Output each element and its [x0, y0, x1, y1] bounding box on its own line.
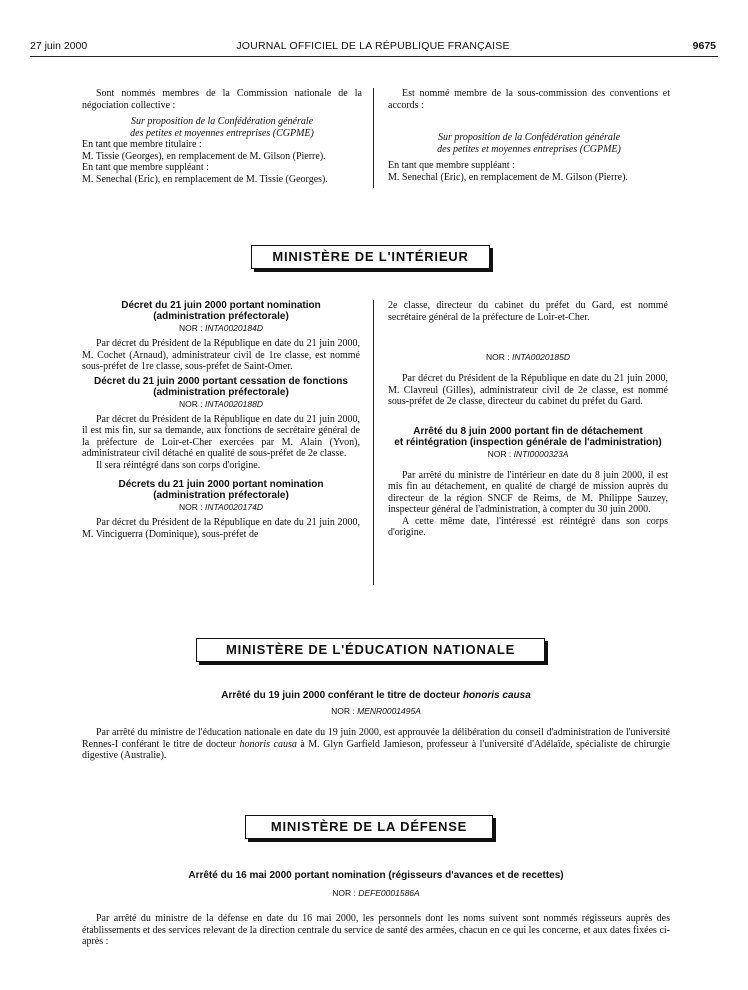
arrete-interieur-title-line1: Arrêté du 8 juin 2000 portant fin de détachement	[413, 425, 643, 437]
decret3-title	[82, 479, 360, 501]
arrete-interieur-body: Par arrêté du ministre de l'intérieur en date du 8 juin 2000, il est mis fin au détachement, en qualité de chargé de mission auprès du directeur de la région SNCF de Reims, de M. Philippe Sauzey, inspecteur général de l'administration, à compter du 30 juin 2000.	[388, 469, 668, 515]
page-header	[30, 40, 716, 54]
decret3-title-line1: Décrets du 21 juin 2000 portant nomination	[118, 479, 324, 490]
header-rule	[30, 56, 718, 57]
proposition-line1: Sur proposition de la Confédération générale	[130, 116, 314, 127]
arrete-education-title-text: Arrêté du 19 juin 2000 conférant le titre de docteur	[221, 690, 463, 701]
arrete-interieur-title	[388, 426, 668, 448]
top-right-column	[388, 88, 670, 183]
nor-code: INTA0020185D	[512, 352, 570, 362]
nor-label: NOR :	[332, 888, 359, 898]
decret1-title-line1: Décret du 21 juin 2000 portant nomination	[121, 300, 321, 311]
arrete-education-body-italic: honoris causa	[239, 738, 297, 750]
arrete-education-title	[82, 690, 670, 701]
top-left-column	[82, 88, 362, 185]
suppleant-label: En tant que membre suppléant :	[82, 162, 209, 173]
nor-code: INTA0020184D	[205, 323, 263, 333]
sous-commission-intro: Est nommé membre de la sous-commission des conventions et accords :	[388, 88, 670, 111]
suppleant-text: M. Senechal (Eric), en remplacement de M. Tissie (Georges).	[82, 173, 328, 185]
decret1-nor	[82, 322, 360, 334]
ministere-defense-heading: MINISTÈRE DE LA DÉFENSE	[245, 815, 493, 839]
interieur-left-column	[82, 300, 360, 540]
nor-code: INTA0020174D	[205, 502, 263, 512]
arrete-defense-body: Par arrêté du ministre de la défense en date du 16 mai 2000, les personnels dont les noms suivent sont nommés régisseurs auprès des établissements et des services relevant de la direction centrale du service de santé des armées, chacun en ce qui les concerne, et aux dates fixées ci-après :	[82, 913, 670, 947]
decret3-title-line2: (administration préfectorale)	[153, 490, 289, 501]
nor-label: NOR :	[179, 398, 205, 409]
arrete-education-nor	[82, 705, 670, 717]
nor-code: MENR0001495A	[357, 706, 421, 716]
proposition-line1-right: Sur proposition de la Confédération générale	[437, 132, 621, 143]
journal-title: JOURNAL OFFICIEL DE LA RÉPUBLIQUE FRANÇAISE	[236, 40, 510, 52]
decret1-body: Par décret du Président de la République en date du 21 juin 2000, M. Cochet (Arnaud), administrateur civil de 1re classe, est nommé sous-préfet de 1re classe, sous-préfet de Saint-Omer.	[82, 338, 360, 372]
titulaire-text: M. Tissie (Georges), en remplacement de M. Gilson (Pierre).	[82, 150, 326, 162]
arrete-defense-nor	[82, 887, 670, 899]
header-date: 27 juin 2000	[30, 40, 88, 52]
arrete-interieur-body2: A cette même date, l'intéressé est réintégré dans son corps d'origine.	[388, 515, 668, 538]
commission-intro: Sont nommés membres de la Commission nationale de la négociation collective :	[82, 88, 362, 111]
suppleant-text-right: M. Senechal (Eric), en remplacement de M. Gilson (Pierre).	[388, 171, 628, 183]
ministere-education-heading: MINISTÈRE DE L'ÉDUCATION NATIONALE	[196, 638, 545, 662]
column-divider-top	[373, 88, 374, 188]
arrete-interieur-nor	[388, 448, 668, 460]
decret2-title-line2: (administration préfectorale)	[153, 386, 289, 398]
nor-label: NOR :	[179, 502, 205, 512]
arrete-education-title-italic: honoris causa	[462, 690, 531, 701]
arrete-education-body-part1: Par arrêté du ministre de l'éducation nationale en date du 19 juin 2000, est approuvée la délibération du conseil d'administration de l'université Rennes-I conférant le titre de docteur	[82, 727, 670, 750]
decret3-continuation: 2e classe, directeur du cabinet du préfet du Gard, est nommé secrétaire général de la préfecture de Loir-et-Cher.	[388, 300, 668, 323]
nor-code: DEFE0001586A	[358, 888, 420, 898]
decret2-title	[82, 376, 360, 398]
column-divider-interieur	[373, 300, 374, 585]
nor-label: NOR :	[487, 448, 514, 459]
decret2-title-line1: Décret du 21 juin 2000 portant cessation de fonctions	[94, 375, 348, 387]
page-number: 9675	[692, 40, 716, 52]
nor-label: NOR :	[331, 706, 358, 716]
decret3-body: Par décret du Président de la République en date du 21 juin 2000, M. Vinciguerra (Dominique), sous-préfet de	[82, 517, 360, 540]
nor-code: INTA0020188D	[205, 398, 263, 409]
decret4-body: Par décret du Président de la République en date du 21 juin 2000, M. Clavreul (Gilles), administrateur civil de 2e classe, est nommé sous-préfet de 2e classe, directeur du cabinet du préfet du Gard.	[388, 373, 668, 407]
decret2-nor	[82, 398, 360, 410]
decret4-nor	[388, 351, 668, 363]
suppleant-label-right: En tant que membre suppléant :	[388, 160, 515, 171]
titulaire-label: En tant que membre titulaire :	[82, 139, 202, 150]
nor-code: INTI0000323A	[513, 448, 569, 459]
nor-label: NOR :	[179, 323, 205, 333]
decret1-title-line2: (administration préfectorale)	[153, 311, 289, 322]
decret1-title	[82, 300, 360, 322]
arrete-education-body	[82, 727, 670, 762]
proposition-line2-right: des petites et moyennes entreprises (CGPME)	[437, 143, 621, 155]
arrete-education-body-part2: à M. Glyn Garfield Jamieson, professeur à l'université d'Adélaïde, spécialiste de chirurgie digestive (Australie).	[82, 738, 670, 761]
decret2-body: Par décret du Président de la République en date du 21 juin 2000, il est mis fin, sur sa demande, aux fonctions de secrétaire général de la préfecture de Loir-et-Cher exercées par M. Alain (Yvon), administrateur civil détaché en qualité de sous-préfet de 2e classe.	[82, 413, 360, 459]
decret3-nor	[82, 501, 360, 513]
proposition-line2: des petites et moyennes entreprises (CGPME)	[130, 127, 314, 139]
arrete-defense-title: Arrêté du 16 mai 2000 portant nomination (régisseurs d'avances et de recettes)	[188, 870, 564, 881]
nor-label: NOR :	[486, 352, 512, 362]
ministere-interieur-heading: MINISTÈRE DE L'INTÉRIEUR	[251, 245, 490, 269]
interieur-right-column	[388, 300, 668, 539]
arrete-interieur-title-line2: et réintégration (inspection générale de l'administration)	[394, 436, 662, 448]
decret2-body2: Il sera réintégré dans son corps d'origine.	[96, 459, 261, 471]
